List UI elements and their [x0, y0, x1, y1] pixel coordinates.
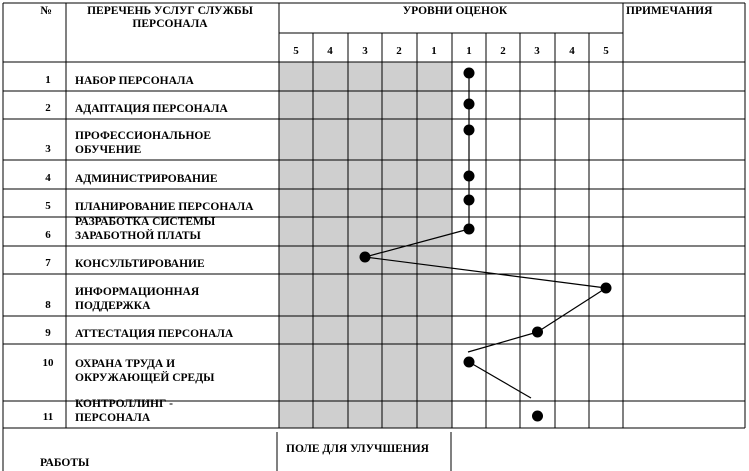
evaluation-marker-row-1 [464, 68, 475, 79]
row-number: 2 [45, 102, 51, 114]
level-header-right-4: 4 [569, 45, 575, 57]
row-number: 10 [42, 357, 54, 369]
row-number: 3 [45, 143, 51, 155]
evaluation-marker-row-9 [532, 327, 543, 338]
number-column-header: № [40, 5, 52, 17]
services-column-header: ПЕРЕЧЕНЬ УСЛУГ СЛУЖБЫ ПЕРСОНАЛА [87, 5, 253, 30]
levels-column-header: УРОВНИ ОЦЕНОК [402, 5, 508, 17]
row-number: 7 [45, 257, 51, 269]
evaluation-marker-row-7 [360, 252, 371, 263]
row-number: 9 [45, 327, 51, 339]
improvement-field-label: ПОЛЕ ДЛЯ УЛУЧШЕНИЯ [286, 443, 429, 455]
profile-segment [468, 332, 538, 352]
level-header-left-1: 1 [431, 45, 437, 57]
level-header-left-4: 4 [327, 45, 333, 57]
row-number: 5 [45, 200, 51, 212]
service-label: ОХРАНА ТРУДА И ОКРУЖАЮЩЕЙ СРЕДЫ [75, 358, 215, 384]
row-number: 6 [45, 229, 51, 241]
evaluation-marker-row-8 [601, 283, 612, 294]
service-label: ПЛАНИРОВАНИЕ ПЕРСОНАЛА [75, 201, 254, 213]
service-label: АТТЕСТАЦИЯ ПЕРСОНАЛА [75, 328, 234, 340]
row-number: 8 [45, 299, 51, 311]
service-label: АДАПТАЦИЯ ПЕРСОНАЛА [75, 103, 228, 115]
profile-segment [469, 362, 531, 398]
evaluation-marker-row-10 [464, 357, 475, 368]
level-header-right-2: 2 [500, 45, 506, 57]
row-number: 1 [45, 74, 51, 86]
service-label: КОНТРОЛЛИНГ - ПЕРСОНАЛА [75, 398, 173, 424]
level-header-right-3: 3 [534, 45, 540, 57]
evaluation-marker-row-2 [464, 99, 475, 110]
evaluation-marker-row-5 [464, 195, 475, 206]
footer-works-label: РАБОТЫ [40, 457, 90, 469]
service-label: АДМИНИСТРИРОВАНИЕ [75, 173, 218, 185]
service-label: КОНСУЛЬТИРОВАНИЕ [75, 258, 205, 270]
service-label: ИНФОРМАЦИОННАЯ ПОДДЕРЖКА [75, 286, 200, 312]
level-header-left-3: 3 [362, 45, 368, 57]
evaluation-marker-row-11 [532, 411, 543, 422]
level-header-right-5: 5 [603, 45, 609, 57]
row-number: 11 [42, 411, 54, 423]
level-header-left-5: 5 [293, 45, 299, 57]
profile-segment [538, 288, 607, 332]
service-label: РАЗРАБОТКА СИСТЕМЫ ЗАРАБОТНОЙ ПЛАТЫ [75, 216, 216, 242]
evaluation-marker-row-3 [464, 125, 475, 136]
service-label: НАБОР ПЕРСОНАЛА [75, 75, 194, 87]
service-label: ПРОФЕССИОНАЛЬНОЕ ОБУЧЕНИЕ [75, 130, 212, 156]
evaluation-marker-row-6 [464, 224, 475, 235]
level-header-right-1: 1 [466, 45, 472, 57]
row-number: 4 [45, 172, 51, 184]
evaluation-marker-row-4 [464, 171, 475, 182]
notes-column-header: ПРИМЕЧАНИЯ [626, 5, 713, 17]
level-header-left-2: 2 [396, 45, 402, 57]
